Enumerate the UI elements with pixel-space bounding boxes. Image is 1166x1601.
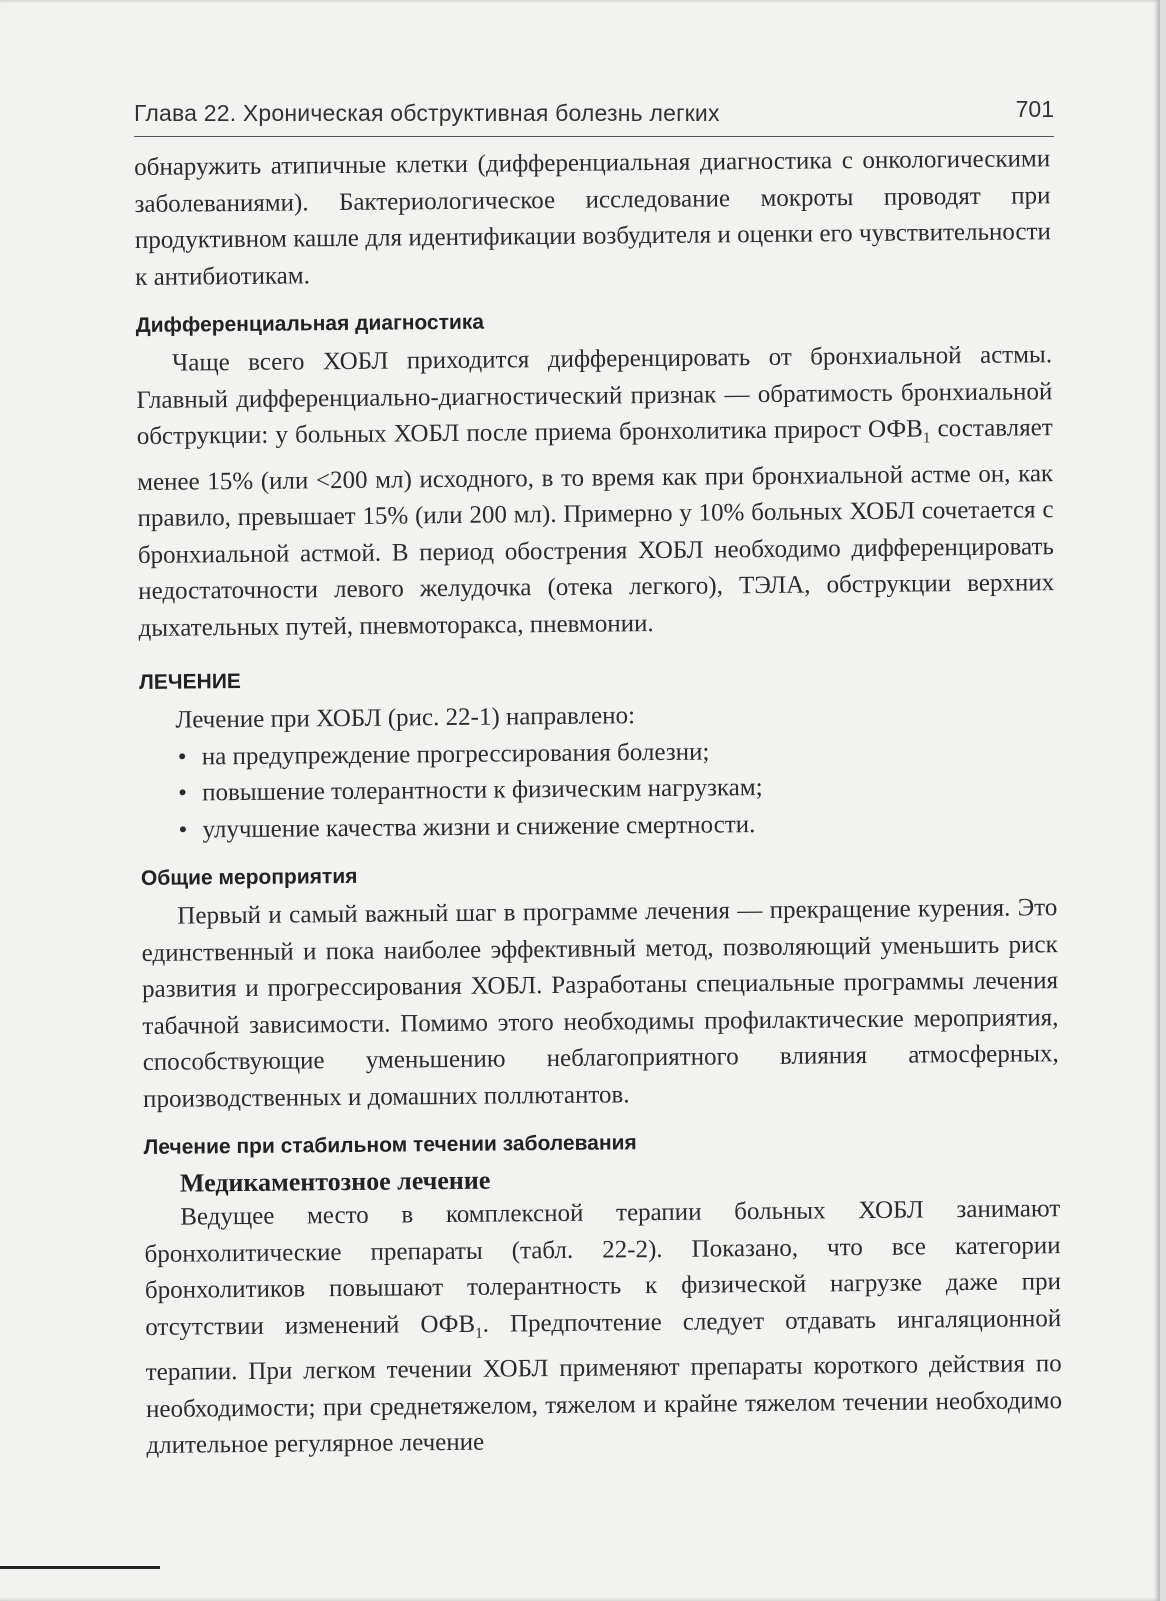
- list-item-text: повышение толерантности к физическим нагрузкам;: [202, 773, 763, 807]
- running-header: [134, 96, 1054, 137]
- bullet-icon: •: [178, 779, 188, 807]
- list-item-text: улучшение качества жизни и снижение смертности.: [202, 810, 756, 843]
- section-heading-stable-course: Лечение при стабильном течении заболевания: [143, 1131, 637, 1159]
- text-run: Ведущее место в комплексной терапии больных ХОБЛ занимают бронхолитические препараты (табл. 22-2). Показано, что все категории бронхолитиков повышают толерантность к физической нагрузке даже при отсутствии изменений ОФВ: [144, 1195, 1062, 1341]
- list-item: [176, 804, 1056, 849]
- scan-edge-mark: [0, 1566, 160, 1569]
- subscript: 1: [922, 430, 931, 447]
- page-body: [134, 141, 1063, 1464]
- subscript: 1: [475, 1325, 483, 1342]
- bullet-icon: •: [177, 743, 187, 771]
- section-heading-differential-diagnosis: Дифференциальная диагностика: [135, 310, 485, 337]
- section-heading-general-measures: Общие мероприятия: [140, 864, 358, 890]
- differential-diagnosis-paragraph: [136, 337, 1055, 647]
- treatment-goals-list: [140, 731, 1057, 849]
- drug-therapy-paragraph: [144, 1191, 1062, 1464]
- general-measures-paragraph: Первый и самый важный шаг в программе лечения — прекращение курения. Это единственный и пока наиболее эффективный метод, позволяющий уменьшить риск развития и прогрессирования ХОБЛ. Разработаны специальные программы лечения табачной зависимости. Помимо этого необходимы профилактические мероприятия, способствующие уменьшению неблагоприятного влияния атмосферных, производственных и домашних поллютантов.: [141, 894, 1059, 1113]
- subsection-heading-drug-therapy: Медикаментозное лечение: [179, 1165, 491, 1198]
- text-run: Чаще всего ХОБЛ приходится дифференцировать от бронхиальной астмы. Главный дифференциально-диагностический признак — обратимость бронхиальной обструкции: у больных ХОБЛ после приема бронхолитика прирост ОФВ: [136, 341, 1053, 450]
- text-run: составляет менее 15% (или <200 мл) исходного, в то время как при бронхиальной астме он, как правило, превышает 15% (или 200 мл). Примерно у 10% больных ХОБЛ сочетается с бронхиальной астмой. В период обострения ХОБЛ необходимо дифференцировать недостаточности левого желудочка (отека легкого), ТЭЛА, обструкции верхних дыхательных путей, пневмоторакса, пневмонии.: [137, 414, 1055, 642]
- chapter-title: Глава 22. Хроническая обструктивная болезнь легких: [134, 100, 720, 126]
- section-heading-treatment: ЛЕЧЕНИЕ: [139, 669, 241, 694]
- bullet-icon: •: [178, 816, 188, 844]
- intro-paragraph: обнаружить атипичные клетки (дифференциальная диагностика с онкологическими заболеваниями). Бактериологическое исследование мокроты проводят при продуктивном кашле для идентификации возбудителя и оценки его чувствительности к антибиотикам.: [134, 145, 1051, 291]
- page-number: 701: [1015, 96, 1054, 122]
- list-item-text: на предупреждение прогрессирования болезни;: [201, 738, 710, 770]
- treatment-intro: Лечение при ХОБЛ (рис. 22-1) направлено:: [175, 702, 636, 734]
- text-run: . Предпочтение следует отдавать ингаляционной терапии. При легком течении ХОБЛ применяют препараты короткого действия по необходимости; при среднетяжелом, тяжелом и крайне тяжелом течении необходимо длительное регулярное лечение: [145, 1304, 1063, 1459]
